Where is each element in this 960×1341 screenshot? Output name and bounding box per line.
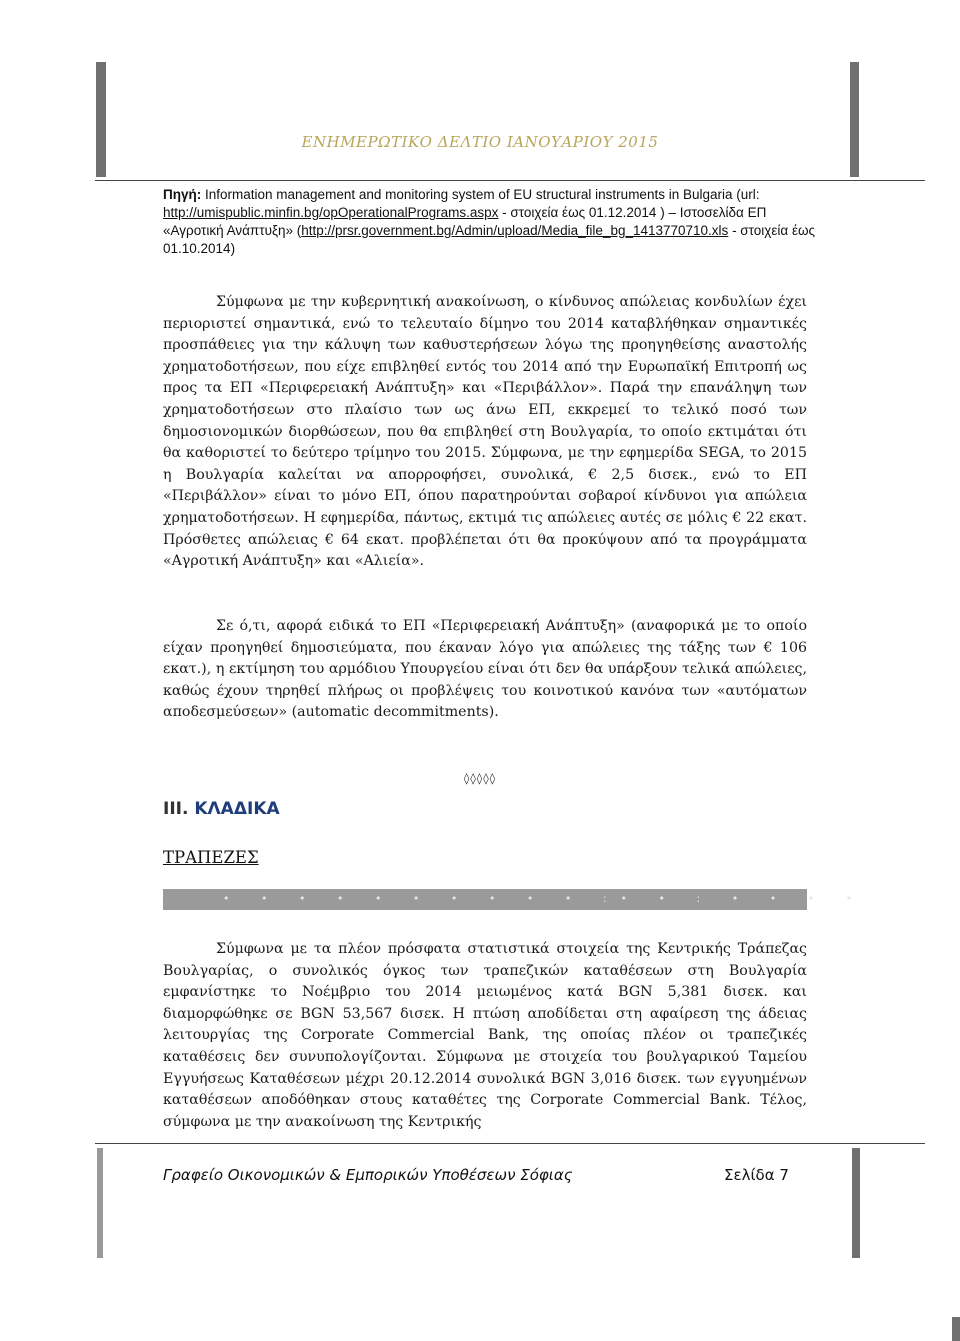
band-dots: • • • • • • • • • • :• • : • • • •: [223, 892, 867, 905]
section-heading: [163, 799, 280, 819]
gray-band: [163, 889, 867, 910]
footer-rule: [95, 1143, 925, 1144]
source-link-umis[interactable]: http://umispublic.minfin.bg/opOperationalPrograms.aspx: [163, 205, 499, 220]
sub-heading-banks: ΤΡΑΠΕΖΕΣ: [163, 848, 259, 867]
paragraph-bank-deposits: Σύμφωνα με τα πλέον πρόσφατα στατιστικά στοιχεία της Κεντρικής Τράπεζας Βουλγαρίας, ο συνολικός όγκος των τραπεζικών καταθέσεων στη Βουλγαρία εμφανίστηκε το Νοέμβριο του 2014 μειωμένος κατά BGN 5,381 δισεκ. και διαμορφώθηκε σε BGN 53,567 δισεκ. Η πτώση αποδίδεται στη αφαίρεση της άδειας λειτουργίας της Corporate Commercial Bank, της οποίας πλέον οι τραπεζικές καταθέσεις δεν συνυπολογίζονται. Σύμφωνα με στοιχεία του βουλγαρικού Ταμείου Εγγυήσεως Καταθέσεων μέχρι 20.12.2014 συνολικά BGN 3,016 δισεκ. των εγγυημένων καταθέσεων αποδόθηκαν στους καταθέτες της Corporate Commercial Bank. Τέλος, σύμφωνα με την ανακοίνωση της Κεντρικής: [163, 941, 807, 1130]
section-title: ΚΛΑΔΙΚΑ: [188, 799, 280, 819]
scan-mark-top-right: [850, 62, 859, 177]
section-number: III.: [163, 799, 189, 819]
paragraph-regional-development: Σε ό,τι, αφορά ειδικά το ΕΠ «Περιφερειακή Ανάπτυξη» (αναφορικά με το οποίο είχαν προηγηθεί δημοσιεύματα, που έκαναν λόγο για απώλειες της τάξης των € 106 εκατ.), η εκτίμηση του αρμόδιου Υπουργείου είναι ότι δεν θα υπάρξουν τελικά απώλειες, καθώς έχουν τηρηθεί πλήρως οι προβλέψεις του κοινοτικού κανόνα των «αυτόματων αποδεσμεύσεων» (automatic decommitments).: [163, 618, 807, 721]
scan-mark-bottom-right-tick: [952, 1317, 960, 1341]
header-title: ΕΝΗΜΕΡΩΤΙΚΟ ΔΕΛΤΙΟ ΙΑΝΟΥΑΡΙΟΥ 2015: [301, 133, 659, 151]
footer-office: Γραφείο Οικονομικών & Εμπορικών Υποθέσεων Σόφιας: [163, 1166, 573, 1184]
scan-mark-top-left: [96, 62, 106, 177]
source-link-prsr[interactable]: http://prsr.government.bg/Admin/upload/Media_file_bg_1413770710.xls: [301, 223, 729, 238]
footer-page-number: Σελίδα 7: [724, 1166, 789, 1184]
source-text-2: - στοιχεία έως 01.12.2014 ) – Ιστοσελίδα ΕΠ «Αγροτική Ανάπτυξη» (: [163, 205, 767, 238]
scan-mark-bottom-left: [97, 1148, 103, 1258]
source-text-3: - στοιχεία έως 01.10.2014): [163, 223, 816, 256]
paragraph-funding-risk: Σύμφωνα με την κυβερνητική ανακοίνωση, ο κίνδυνος απώλειας κονδυλίων έχει περιοριστεί σημαντικά, ενώ το τελευταίο δίμηνο του 2014 καταβλήθηκαν σημαντικές προσπάθειες για την κάλυψη των καθυστερήσεων λόγω της προηγηθείσης αναστολής χρηματοδοτήσεων, που είχε επιβληθεί εντός του 2014 από την Ευρωπαϊκή Επιτροπή ως προς τα ΕΠ «Περιφερειακή Ανάπτυξη» και «Περιβάλλον». Παρά την επανάληψη των χρηματοδοτήσεων στο πλαίσιο των ως άνω ΕΠ, εκκρεμεί το τελικό ποσό των δημοσιονομικών διορθώσεων, που θα επιβληθεί στη Βουλγαρία, το οποίο εκτιμάται ότι θα καθοριστεί το δεύτερο τρίμηνο του 2015. Σύμφωνα, με την εφημερίδα SEGA, το 2015 η Βουλγαρία καλείται να απορροφήσει, συνολικά, € 2,5 δισεκ., ενώ το ΕΠ «Περιβάλλον» είναι το μόνο ΕΠ, όπου παρατηρούνται σοβαροί κίνδυνοι για απώλεια χρηματοδοτήσεων. Η εφημερίδα, πάντως, εκτιμά τις απώλειες αυτές σε μόλις € 22 εκατ. Πρόσθετες απώλειας € 64 εκατ. προβλέπεται ότι θα προκύψουν από τα προγράμματα «Αγροτική Ανάπτυξη» και «Αλιεία».: [163, 294, 807, 570]
header-rule: [95, 180, 925, 181]
source-label: Πηγή:: [163, 187, 202, 202]
section-separator: ◊◊◊◊◊: [463, 772, 497, 785]
source-note: [163, 186, 823, 258]
scan-mark-bottom-right: [852, 1148, 860, 1258]
source-text-1: Information management and monitoring system of EU structural instruments in Bulgaria (url:: [201, 187, 760, 202]
